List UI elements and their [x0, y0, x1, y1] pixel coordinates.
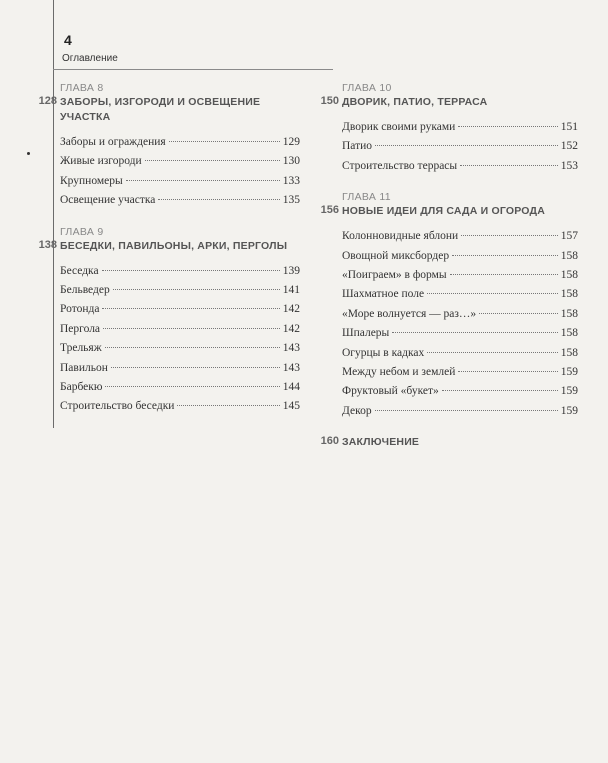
entry-page: 133 — [282, 174, 300, 187]
toc-entry[interactable] — [342, 382, 578, 401]
entry-page: 144 — [282, 381, 300, 394]
leader-dots — [450, 274, 558, 275]
toc-entry[interactable] — [60, 133, 300, 152]
entry-page: 159 — [560, 385, 578, 398]
leader-dots — [442, 390, 558, 391]
toc-entry[interactable] — [342, 285, 578, 304]
entry-title: Барбекю — [60, 381, 103, 394]
chapter-start-page: 156 — [320, 204, 339, 217]
entry-page: 129 — [282, 136, 300, 148]
entry-title: Крупномеры — [60, 174, 123, 187]
entry-title: Трельяж — [60, 342, 102, 355]
entry-page: 135 — [282, 194, 300, 207]
header-rule — [53, 69, 333, 70]
entry-title: «Поиграем» в формы — [342, 269, 447, 282]
entry-page: 159 — [560, 404, 578, 417]
leader-dots — [169, 141, 280, 142]
leader-dots — [461, 235, 558, 236]
page-number: 4 — [64, 32, 72, 48]
entry-page: 157 — [560, 230, 578, 243]
chapter-label: ГЛАВА 11 — [342, 191, 391, 204]
entry-title: Пергола — [60, 322, 101, 335]
leader-dots — [177, 405, 279, 406]
entry-title: Фруктовый «букет» — [342, 385, 439, 398]
chapter-title: ДВОРИК, ПАТИО, ТЕРРАСА — [342, 96, 488, 108]
entry-title: Дворик своими руками — [342, 121, 456, 133]
chapter-8 — [38, 81, 300, 211]
leader-dots — [111, 367, 280, 368]
chapter-label: ГЛАВА 10 — [342, 82, 392, 94]
entry-page: 159 — [560, 366, 578, 379]
leader-dots — [102, 270, 280, 271]
toc-entry[interactable] — [60, 300, 300, 319]
entry-title: Заборы и ограждения — [60, 136, 166, 148]
chapter-11 — [320, 190, 578, 421]
chapter-start-page: 138 — [38, 238, 57, 251]
leader-dots — [375, 410, 558, 411]
print-speck — [27, 152, 30, 155]
leader-dots — [126, 180, 280, 181]
chapter-title: БЕСЕДКИ, ПАВИЛЬОНЫ, АРКИ, ПЕРГОЛЫ — [60, 239, 288, 252]
entry-page: 143 — [282, 361, 300, 374]
leader-dots — [158, 199, 279, 200]
chapter-title: ЗАКЛЮЧЕНИЕ — [342, 436, 420, 449]
chapter-10 — [320, 81, 578, 176]
toc-entry[interactable] — [60, 191, 300, 210]
chapter-label: ГЛАВА 8 — [60, 82, 104, 94]
toc-entry[interactable] — [60, 172, 300, 191]
entry-title: Овощной миксбордер — [342, 249, 450, 262]
entry-page: 130 — [282, 155, 300, 168]
entry-page: 142 — [282, 303, 300, 316]
chapter-label: ГЛАВА 9 — [60, 225, 104, 238]
entry-title: Строительство беседки — [60, 400, 175, 413]
leader-dots — [103, 328, 280, 329]
chapter-9 — [38, 225, 300, 417]
toc-entry[interactable] — [342, 324, 578, 343]
entry-title: Ротонда — [60, 303, 100, 316]
entry-page: 143 — [282, 342, 300, 355]
toc-entry[interactable] — [342, 344, 578, 363]
toc-entry[interactable] — [342, 137, 578, 156]
leader-dots — [458, 371, 557, 372]
chapter-start-page: 128 — [38, 95, 57, 107]
entry-page: 158 — [560, 269, 578, 282]
leader-dots — [105, 386, 279, 387]
entry-page: 142 — [282, 322, 300, 335]
chapter-entries — [60, 133, 300, 211]
leader-dots — [427, 352, 558, 353]
leader-dots — [392, 332, 557, 333]
leader-dots — [113, 289, 280, 290]
leader-dots — [145, 160, 280, 161]
conclusion-entry[interactable] — [320, 435, 578, 449]
chapter-start-page: 160 — [320, 435, 339, 448]
leader-dots — [102, 308, 279, 309]
toc-entry[interactable] — [60, 397, 300, 416]
entry-page: 145 — [282, 400, 300, 413]
entry-title: Шахматное поле — [342, 288, 425, 301]
entry-title: Колонновидные яблони — [342, 230, 459, 243]
toc-entry[interactable] — [342, 266, 578, 285]
chapter-title: НОВЫЕ ИДЕИ ДЛЯ САДА И ОГОРОДА — [342, 205, 545, 218]
chapter-start-page: 150 — [320, 95, 339, 107]
leader-dots — [452, 255, 558, 256]
entry-title: Бельведер — [60, 284, 110, 297]
entry-page: 152 — [560, 140, 578, 153]
toc-entry[interactable] — [342, 247, 578, 266]
entry-title: Беседка — [60, 264, 99, 277]
toc-entry[interactable] — [342, 305, 578, 324]
entry-title: «Море волнуется — раз…» — [342, 307, 477, 320]
leader-dots — [479, 313, 558, 314]
entry-title: Строительство террасы — [342, 159, 458, 172]
toc-entry[interactable] — [342, 227, 578, 246]
entry-title: Декор — [342, 404, 372, 417]
toc-entry[interactable] — [342, 363, 578, 382]
entry-page: 158 — [560, 288, 578, 301]
toc-right-column — [320, 81, 578, 449]
entry-title: Освещение участка — [60, 194, 156, 207]
toc-entry[interactable] — [342, 118, 578, 137]
toc-entry[interactable] — [342, 157, 578, 176]
leader-dots — [105, 347, 280, 348]
entry-title: Огурцы в кадках — [342, 346, 425, 359]
entry-page: 158 — [560, 249, 578, 262]
entry-title: Между небом и землей — [342, 366, 456, 379]
chapter-title: ЗАБОРЫ, ИЗГОРОДИ И ОСВЕЩЕНИЕ УЧАСТКА — [60, 96, 261, 123]
toc-entry[interactable] — [60, 281, 300, 300]
toc-entry[interactable] — [342, 402, 578, 421]
entry-page: 139 — [282, 264, 300, 277]
leader-dots — [458, 126, 557, 127]
toc-entry[interactable] — [60, 152, 300, 171]
entry-page: 158 — [560, 327, 578, 340]
toc-left-column — [38, 81, 300, 431]
margin-rule — [53, 0, 54, 428]
entry-title: Живые изгороди — [60, 155, 142, 168]
toc-entry[interactable] — [60, 339, 300, 358]
chapter-entries — [342, 118, 578, 176]
entry-page: 153 — [560, 159, 578, 172]
entry-title: Павильон — [60, 361, 108, 374]
toc-entry[interactable] — [60, 359, 300, 378]
entry-title: Патио — [342, 140, 373, 153]
chapter-entries — [60, 262, 300, 417]
running-head: Оглавление — [62, 53, 118, 64]
entry-page: 141 — [282, 284, 300, 297]
toc-entry[interactable] — [60, 378, 300, 397]
entry-title: Шпалеры — [342, 327, 390, 340]
leader-dots — [375, 145, 558, 146]
chapter-entries — [342, 227, 578, 421]
leader-dots — [460, 165, 558, 166]
toc-entry[interactable] — [60, 320, 300, 339]
entry-page: 158 — [560, 307, 578, 320]
entry-page: 151 — [560, 121, 578, 133]
toc-entry[interactable] — [60, 262, 300, 281]
entry-page: 158 — [560, 346, 578, 359]
leader-dots — [427, 293, 558, 294]
